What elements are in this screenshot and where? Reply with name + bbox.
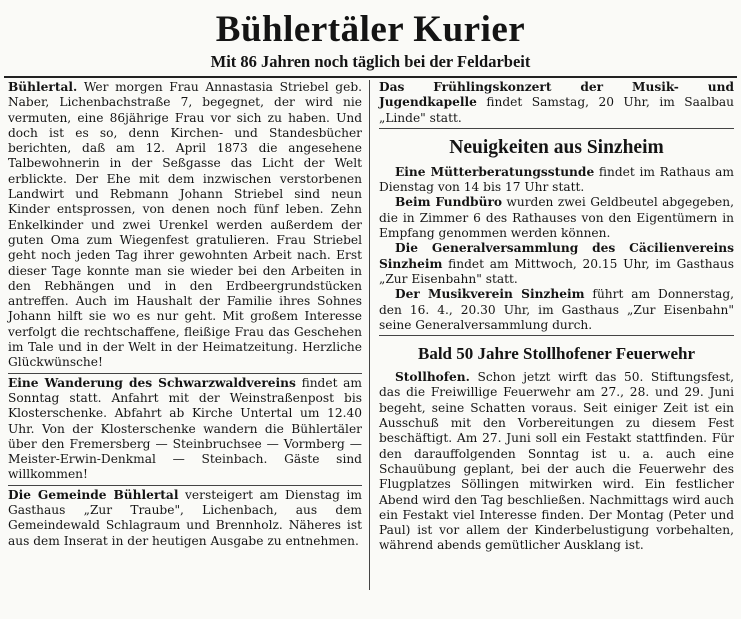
right-column: [379, 80, 734, 554]
article-lead: Bühlertal.: [8, 80, 78, 94]
news-item: [379, 287, 734, 333]
article-lead: Das Frühlingskonzert der Musik- und Jugendkapelle: [379, 80, 734, 110]
news-item-text: wurden zwei Geldbeutel abgegeben, die in Zimmer 6 des Rathauses von den Eigentümern in Empfang genommen werden können.: [379, 195, 734, 241]
news-item-text: führt am Donnerstag, den 16. 4., 20.30 Uhr, im Gasthaus „Zur Eisenbahn" seine Generalversammlung durch.: [379, 287, 734, 332]
news-item: [379, 165, 734, 196]
article-text: findet am Sonntag statt. Anfahrt mit der Weinstraßenpost bis Klosterschenke. Abfahrt ab Kirche Untertal um 12.40 Uhr. Von der Klosterschenke wandern die Bühlertäler über den Fremersberg — Steinbruchsee — Vormberg — Meister-Erwin-Denkmal — Steinbach. Gäste sind willkommen!: [8, 375, 362, 482]
article-rule: [8, 485, 362, 486]
article-rule: [8, 373, 362, 374]
article-fire-brigade: [379, 370, 734, 554]
column-divider: [369, 80, 370, 590]
article-text: findet Samstag, 20 Uhr, im Saalbau „Linde" statt.: [379, 95, 734, 125]
article-text: Wer morgen Frau Annastasia Striebel geb. Naber, Lichenbachstraße 7, begegnet, der wird nie vermuten, eine 86jährige Frau vor sich zu haben. Und doch ist es so, denn Kirchen- und Standesbücher berichten, daß am 12. April 1873 die angesehene Talbewohnerin in der Seßgasse das Licht der Welt erblickte. Der Ehe mit dem inzwischen verstorbenen Landwirt und Rebmann Johann Striebel sind neun Kinder entsprossen, von denen noch fünf leben. Zehn Enkelkinder und zwei Urenkel werden außerdem der guten Oma zum Wiegenfest gratulieren. Frau Striebel geht noch jeden Tag ihrer gewohnten Arbeit nach. Erst dieser Tage konnte man sie wieder bei den Arbeiten in den Rebhängen und in den Erdbeergrundstücken antreffen. Auch im Haushalt der Familie ihres Sohnes Johann hilft sie wo es nur geht. Mit großem Interesse verfolgt die rechtschaffene, fleißige Frau das Geschehen im Tale und in der Welt in der Heimatzeitung. Herzliche Glückwünsche!: [8, 80, 362, 370]
news-item-text: findet im Rathaus am Dienstag von 14 bis 17 Uhr statt.: [379, 164, 734, 195]
article-rule: [379, 335, 734, 336]
news-item-text: findet am Mittwoch, 20.15 Uhr, im Gasthaus „Zur Eisenbahn" statt.: [379, 256, 734, 286]
section-headline-sinzheim: Neuigkeiten aus Sinzheim: [449, 136, 664, 158]
article-birthday: [8, 80, 362, 371]
news-item-lead: Die Generalversammlung des Cäcilienvereins Sinzheim: [379, 241, 734, 271]
article-hike: [8, 376, 362, 483]
news-item-lead: Eine Mütterberatungsstunde: [395, 164, 595, 179]
news-item: [379, 195, 734, 241]
article-text: versteigert am Dienstag im Gasthaus „Zur Traube", Lichenbach, aus dem Gemeindewald Schlagraum und Brennholz. Näheres ist aus dem Inserat in der heutigen Ausgabe zu entnehmen.: [8, 487, 362, 548]
news-item-lead: Beim Fundbüro: [395, 195, 502, 210]
article-subtitle: Mit 86 Jahren noch täglich bei der Feldarbeit: [210, 52, 531, 71]
article-concert: [379, 80, 734, 126]
article-lead: Stollhofen.: [395, 370, 470, 385]
article-rule: [379, 128, 734, 129]
news-item: [379, 241, 734, 287]
left-column: [8, 80, 362, 549]
article-lead: Eine Wanderung des Schwarzwaldvereins: [8, 375, 296, 390]
news-item-lead: Der Musikverein Sinzheim: [395, 287, 585, 302]
article-text: Schon jetzt wirft das 50. Stiftungsfest, das die Freiwillige Feuerwehr am 27., 28. und 29. Juni begeht, seine Schatten voraus. Seit einiger Zeit ist ein Ausschuß mit den Vorbereitungen zu diesem Fest beschäftigt. Am 27. Juni soll ein Festakt stattfinden. Für den darauffolgenden Sonntag ist u. a. auch eine Schauübung geplant, bei der auch die Feuerwehr des Flugplatzes Söllingen mitwirken wird. Ein festlicher Abend wird den Tag beschließen. Nachmittags wird auch ein Festakt viel Interesse finden. Der Montag (Peter und Paul) ist vor allem der Kinderbelustigung vorbehalten, während abends gemütlicher Ausklang ist.: [379, 370, 734, 553]
section-headline-stollhofen: Bald 50 Jahre Stollhofener Feuerwehr: [417, 344, 695, 364]
header-rule: [4, 76, 737, 78]
masthead: Bühlertäler Kurier: [215, 9, 526, 50]
article-lead: Die Gemeinde Bühlertal: [8, 487, 179, 502]
article-auction: [8, 488, 362, 549]
